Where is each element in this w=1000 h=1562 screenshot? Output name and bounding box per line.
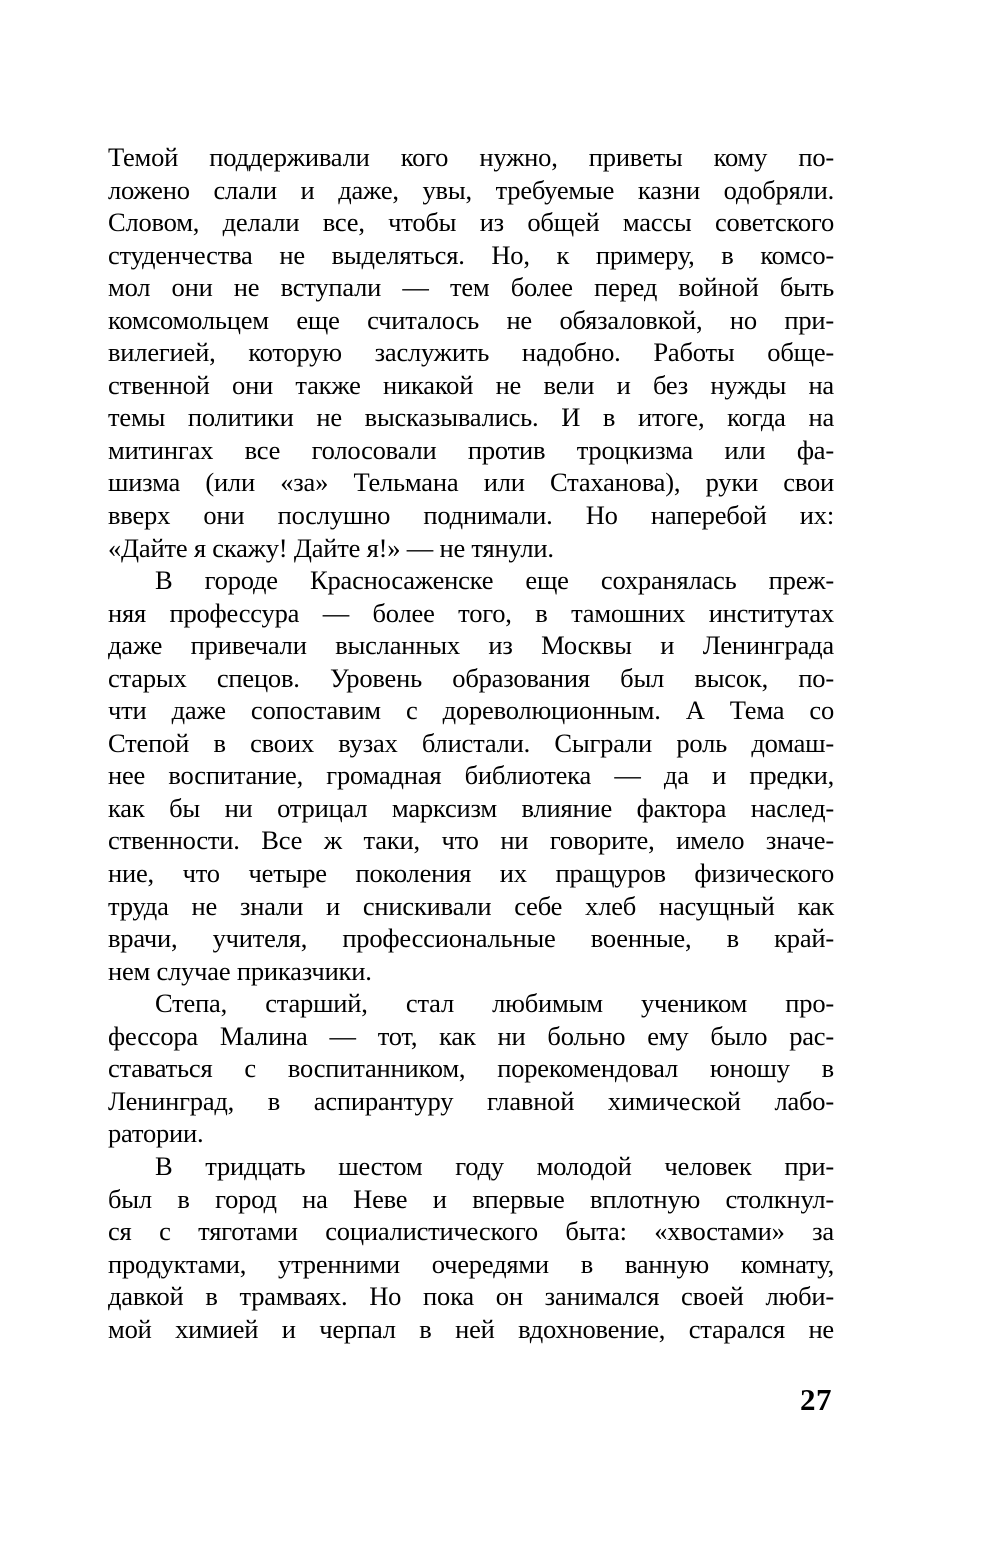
text-line: даже привечали высланных из Москвы и Ленинграда [108, 630, 834, 661]
text-line: ние, что четыре поколения их пращуров физического [108, 858, 834, 889]
text-line: В городе Красносаженске еще сохранялась преж- [155, 565, 834, 596]
text-block [108, 141, 834, 1345]
text-line: труда не знали и снискивали себе хлеб насущный как [108, 890, 834, 921]
text-line: студенчества не выделяться. Но, к примеру, в комсо- [108, 239, 834, 270]
text-line: «Дайте я скажу! Дайте я!» — не тянули. [108, 532, 554, 563]
paragraph [108, 141, 834, 564]
text-line: ся с тяготами социалистического быта: «хвостами» за [108, 1216, 834, 1247]
text-line: нем случае приказчики. [108, 955, 372, 986]
text-line: продуктами, утренними очередями в ванную комнату, [108, 1248, 834, 1279]
text-line: ственной они также никакой не вели и без нужды на [108, 369, 834, 400]
text-line: давкой в трамваях. Но пока он занимался своей люби- [108, 1281, 834, 1312]
text-line: был в город на Неве и впервые вплотную столкнул- [108, 1183, 834, 1214]
text-line: ложено слали и даже, увы, требуемые казни одобряли. [108, 174, 834, 205]
text-line: фессора Малина — тот, как ни больно ему было рас- [108, 1020, 834, 1051]
text-line: Темой поддерживали кого нужно, приветы кому по- [108, 142, 834, 172]
text-line: мой химией и черпал в ней вдохновение, старался не [108, 1313, 834, 1344]
page-number: 27 [800, 1382, 832, 1417]
text-line: Степой в своих вузах блистали. Сыграли роль домаш- [108, 727, 834, 758]
text-line: нее воспитание, громадная библиотека — да и предки, [108, 760, 834, 791]
text-line: митингах все голосовали против троцкизма или фа- [108, 434, 834, 465]
text-line: ратории. [108, 1118, 204, 1149]
text-line: Ленинград, в аспирантуру главной химической лабо- [108, 1085, 834, 1116]
text-line: Степа, старший, стал любимым учеником про- [155, 988, 834, 1019]
text-line: Словом, делали все, чтобы из общей массы советского [108, 207, 834, 238]
text-line: ставаться с воспитанником, порекомендовал юношу в [108, 1053, 834, 1084]
text-line: мол они не вступали — тем более перед войной быть [108, 272, 834, 303]
text-line: вверх они послушно поднимали. Но наперебой их: [108, 500, 834, 531]
text-line: шизма (или «за» Тельмана или Стаханова), руки свои [108, 467, 834, 498]
paragraph [108, 987, 834, 1150]
paragraph [108, 1150, 834, 1345]
text-line: как бы ни отрицал марксизм влияние фактора наслед- [108, 792, 834, 823]
text-line: вилегией, которую заслужить надобно. Работы обще- [108, 337, 834, 368]
text-line: темы политики не высказывались. И в итоге, когда на [108, 402, 834, 433]
text-line: В тридцать шестом году молодой человек при- [155, 1150, 834, 1181]
text-line: врачи, учителя, профессиональные военные, в край- [108, 923, 834, 954]
text-line: чти даже сопоставим с дореволюционным. А Тема со [108, 695, 834, 726]
paragraph [108, 564, 834, 987]
text-line: няя профессура — более того, в тамошних институтах [108, 597, 834, 628]
text-line: ственности. Все ж таки, что ни говорите, имело значе- [108, 825, 834, 856]
text-line: комсомольцем еще считалось не обязаловкой, но при- [108, 304, 834, 335]
text-line: старых спецов. Уровень образования был высок, по- [108, 662, 834, 693]
